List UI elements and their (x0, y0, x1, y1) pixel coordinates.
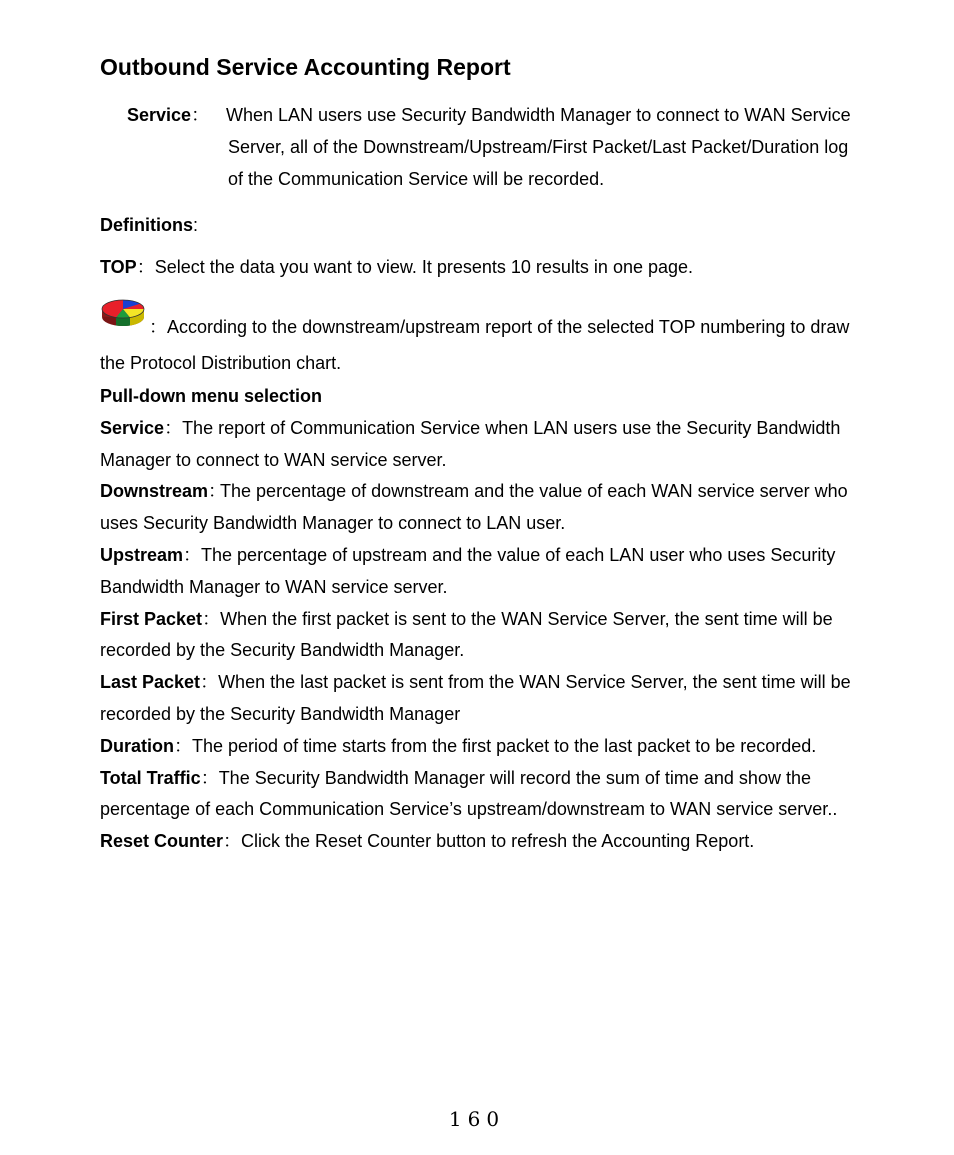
top-label: TOP (100, 257, 137, 277)
service-intro (127, 99, 917, 195)
pie-chart-icon (100, 296, 146, 328)
definition-reset-counter: Reset Counter：Click the Reset Counter button to refresh the Accounting Report. (100, 831, 755, 852)
definitions-heading: Definitions: (100, 215, 199, 235)
top-definition: TOP：Select the data you want to view. It presents 10 results in one page. (100, 257, 694, 277)
definition-upstream: Upstream：The percentage of upstream and the value of each LAN user who uses Security Bandwidth Manager to WAN service server. (100, 544, 836, 597)
definition-downstream: Downstream：The percentage of downstream and the value of each WAN service server who uses Security Bandwidth Manager to connect to LAN user. (100, 481, 848, 534)
page-number: 160 (448, 1107, 506, 1131)
service-intro-line: When LAN users use Security Bandwidth Manager to connect to WAN Service (226, 105, 851, 125)
definition-service: Service：The report of Communication Service when LAN users use the Security Bandwidth Manager to connect to WAN service server. (100, 417, 841, 470)
page-title: Outbound Service Accounting Report (100, 54, 511, 80)
service-intro-body (228, 99, 917, 195)
service-intro-line: of the Communication Service will be recorded. (228, 169, 605, 189)
definition-last-packet: Last Packet：When the last packet is sent from the WAN Service Server, the sent time will be recorded by the Security Bandwidth Manager (100, 672, 851, 724)
service-intro-label: Service： (127, 105, 210, 125)
definition-duration: Duration：The period of time starts from the first packet to the last packet to be recorded. (100, 735, 817, 756)
chart-icon-definition (100, 296, 910, 373)
pulldown-heading: Pull-down menu selection (100, 386, 323, 406)
definition-total-traffic: Total Traffic：The Security Bandwidth Manager will record the sum of time and show the percentage of each Communication Service’s upstream/downstream to WAN service server.. (100, 767, 838, 820)
pulldown-definitions (100, 381, 915, 858)
top-text: Select the data you want to view. It presents 10 results in one page. (154, 257, 694, 277)
service-intro-line: Server, all of the Downstream/Upstream/First Packet/Last Packet/Duration log (228, 137, 849, 157)
chart-icon-text-cont: the Protocol Distribution chart. (100, 353, 342, 373)
chart-icon-text: ：According to the downstream/upstream report of the selected TOP numbering to draw (149, 317, 850, 337)
definition-first-packet: First Packet：When the first packet is sent to the WAN Service Server, the sent time will be recorded by the Security Bandwidth Manager. (100, 608, 833, 661)
